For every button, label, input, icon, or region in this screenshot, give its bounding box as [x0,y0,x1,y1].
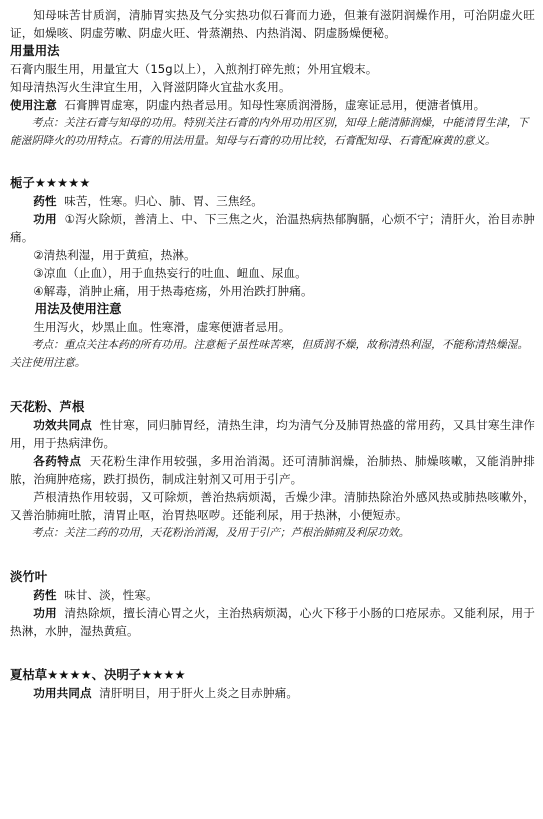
paragraph-function-3: ③凉血（止血），用于血热妄行的吐血、衄血、尿血。 [33,266,307,280]
herb-heading-tianhuafen-lugen: 天花粉、芦根 [10,399,85,414]
paragraph-tianhuafen-features [10,452,535,488]
common-function-text: 清肝明目，用于肝火上炎之目赤肿痛。 [99,686,299,700]
spacer [10,150,535,174]
spacer [10,640,535,666]
herb-heading-zhizi [10,174,535,192]
paragraph-shigao-dosage: 石膏内服生用，用量宜大（15g以上），入煎剂打碎先煎；外用宜煅末。 [10,62,378,76]
paragraph-properties-danzhuye [10,586,535,604]
paragraph-function-2: ②清热利湿，用于黄疸，热淋。 [33,248,196,262]
paragraph-function-1 [10,210,535,246]
paragraph-function-4: ④解毒，消肿止痛，用于热毒疮疡，外用治跌打肿痛。 [33,284,313,298]
common-function-label: 功用共同点 [33,686,92,700]
precautions-label: 使用注意 [10,98,57,112]
herb-name: 栀子 [10,175,35,190]
properties-label: 药性 [33,588,57,602]
herb-heading-danzhuye: 淡竹叶 [10,569,48,584]
function-text-1: ①泻火除烦，善清上、中、下三焦之火，治温热病热郁胸膈，心烦不宁；清肝火，治目赤肿痛。 [10,212,535,244]
properties-text: 味甘、淡，性寒。 [64,588,158,602]
spacer [10,542,535,568]
paragraph-common-effects [10,416,535,452]
function-label: 功用 [33,606,57,620]
herb-heading-xiakucao-juemingzi: 夏枯草★★★★、决明子★★★★ [10,667,186,682]
spacer [10,372,535,398]
properties-text: 味苦，性寒。归心、肺、胃、三焦经。 [64,194,263,208]
features-text: 天花粉生津作用较强，多用治消渴。还可清肺润燥，治肺热、肺燥咳嗽，又能消肿排脓，治痈肿疮疡，跌打损伤，制成注射剂又可用于引产。 [10,454,535,486]
section-heading-dosage: 用量用法 [10,43,60,58]
features-label: 各药特点 [33,454,82,468]
paragraph-usage: 生用泻火，炒黑止血。性寒滑，虚寒便溏者忌用。 [33,320,291,334]
exam-note-tianhuafen-lugen: 考点：关注二药的功用，天花粉治消渴，及用于引产；芦根治肺痈及利尿功效。 [31,526,410,539]
section-heading-usage: 用法及使用注意 [34,301,122,316]
precautions-text: 石膏脾胃虚寒，阴虚内热者忌用。知母性寒质润滑肠，虚寒证忌用，便溏者慎用。 [64,98,486,112]
function-text: 清热除烦，擅长清心胃之火，主治热病烦渴，心火下移于小肠的口疮尿赤。又能利尿，用于热淋，水肿，湿热黄疸。 [10,606,535,638]
exam-note-shigao-zhimu: 考点：关注石膏与知母的功用。特别关注石膏的内外用功用区别，知母上能清肺润燥，中能清胃生津，下能滋阴降火的功用特点。石膏的用法用量。知母与石膏的功用比较，石膏配知母、石膏配麻黄的意义。 [10,116,529,147]
paragraph-function-danzhuye [10,604,535,640]
properties-label: 药性 [33,194,57,208]
exam-note-zhizi: 考点：重点关注本药的所有功用。注意栀子虽性味苦寒，但质润不燥，故称清热利湿，不能称清热燥湿。关注使用注意。 [10,338,529,369]
paragraph-common-function [10,684,535,702]
paragraph-zhimu-description: 知母味苦甘质润，清肺胃实热及气分实热功似石膏而力逊，但兼有滋阴润燥作用，可治阴虚火旺证，如燥咳、阴虚劳嗽、阴虚火旺、骨蒸潮热、内热消渴、阴虚肠燥便秘。 [10,8,535,40]
common-effects-text: 性甘寒，同归肺胃经，清热生津，均为清气分及肺胃热盛的常用药，又具甘寒生津作用，用于热病津伤。 [10,418,535,450]
paragraph-properties [10,192,535,210]
common-effects-label: 功效共同点 [33,418,93,432]
paragraph-lugen-features: 芦根清热作用较弱，又可除烦，善治热病烦渴，舌燥少津。清肺热除治外感风热或肺热咳嗽外，又善治肺痈吐脓，清胃止呕，治胃热呕哕。还能利尿，用于热淋，小便短赤。 [10,490,535,522]
function-label: 功用 [33,212,57,226]
paragraph-zhimu-dosage: 知母清热泻火生津宜生用，入肾滋阴降火宜盐水炙用。 [10,80,291,94]
paragraph-precautions [10,96,535,114]
star-rating: ★★★★★ [34,175,91,190]
